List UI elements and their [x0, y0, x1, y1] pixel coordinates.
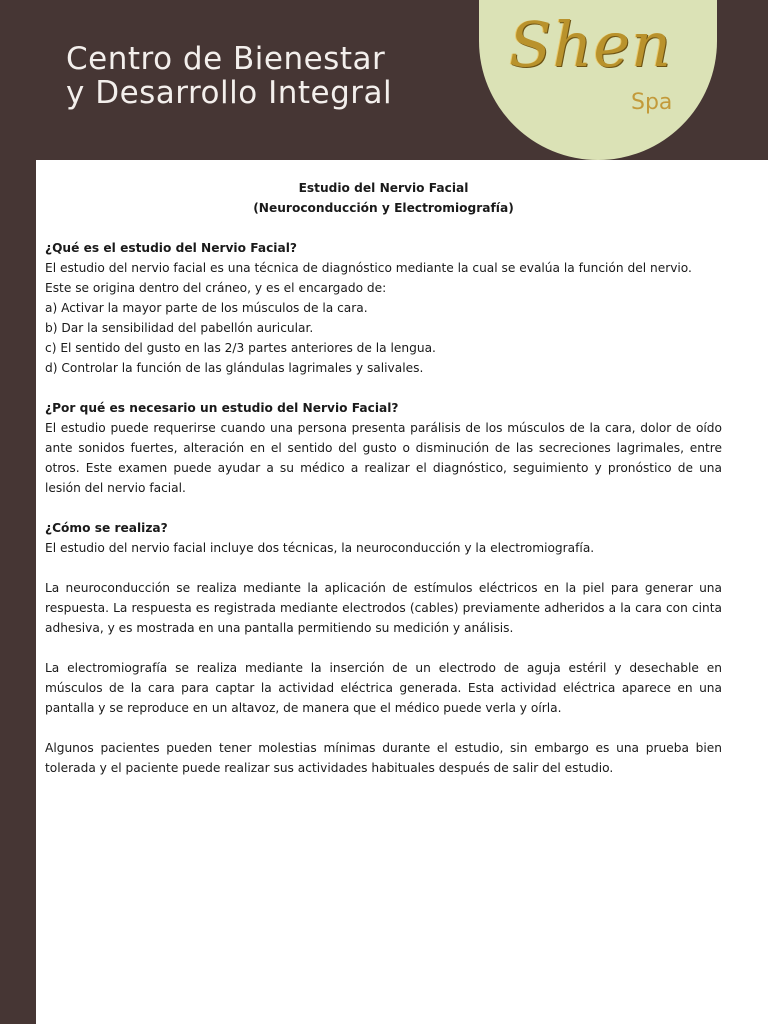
paragraph: La electromiografía se realiza mediante la inserción de un electrodo de aguja estéril y desechable en músculos de la cara para captar la actividad eléctrica generada. Esta actividad eléctrica aparece en una pantalla y se reproduce en un altavoz, de manera que el médico puede verla y oírla. — [45, 661, 722, 715]
center-title-line1: Centro de Bienestar — [66, 41, 386, 77]
question-heading-3: ¿Cómo se realiza? — [45, 521, 168, 535]
paragraph: La neuroconducción se realiza mediante la aplicación de estímulos eléctricos en la piel para generar una respuesta. La respuesta es registrada mediante electrodos (cables) previamente adheridos a la cara con cinta adhesiva, y es mostrada en una pantalla permitiendo su medición y análisis. — [45, 581, 722, 635]
question-heading-1: ¿Qué es el estudio del Nervio Facial? — [45, 241, 297, 255]
logo-text-shen: Shen — [509, 8, 673, 81]
document-subtitle: (Neuroconducción y Electromiografía) — [253, 201, 514, 215]
paragraph: Este se origina dentro del cráneo, y es el encargado de: — [45, 281, 387, 295]
question-heading-2: ¿Por qué es necesario un estudio del Nervio Facial? — [45, 401, 399, 415]
paragraph: Algunos pacientes pueden tener molestias mínimas durante el estudio, sin embargo es una prueba bien tolerada y el paciente puede realizar sus actividades habituales después de salir del estudio. — [45, 741, 722, 775]
list-item: a) Activar la mayor parte de los músculos de la cara. — [45, 301, 368, 315]
center-title-line2: y Desarrollo Integral — [66, 75, 393, 111]
paragraph: El estudio del nervio facial incluye dos técnicas, la neuroconducción y la electromiografía. — [45, 541, 595, 555]
document-title: Estudio del Nervio Facial — [298, 181, 469, 195]
list-item: c) El sentido del gusto en las 2/3 partes anteriores de la lengua. — [45, 341, 436, 355]
list-item: b) Dar la sensibilidad del pabellón auricular. — [45, 321, 314, 335]
document-page — [36, 160, 768, 1024]
paragraph: El estudio del nervio facial es una técnica de diagnóstico mediante la cual se evalúa la función del nervio. — [45, 261, 692, 275]
logo-text-spa: Spa — [631, 90, 673, 115]
list-item: d) Controlar la función de las glándulas lagrimales y salivales. — [45, 361, 424, 375]
shen-spa-logo — [479, 0, 717, 160]
paragraph: El estudio puede requerirse cuando una persona presenta parálisis de los músculos de la cara, dolor de oído ante sonidos fuertes, alteración en el sentido del gusto o disminución de las secreciones lagrimales, entre otros. Este examen puede ayudar a su médico a realizar el diagnóstico, seguimiento y pronóstico de una lesión del nervio facial. — [45, 421, 722, 495]
center-title — [66, 42, 392, 110]
page-header — [0, 0, 768, 160]
document-content — [45, 178, 722, 778]
